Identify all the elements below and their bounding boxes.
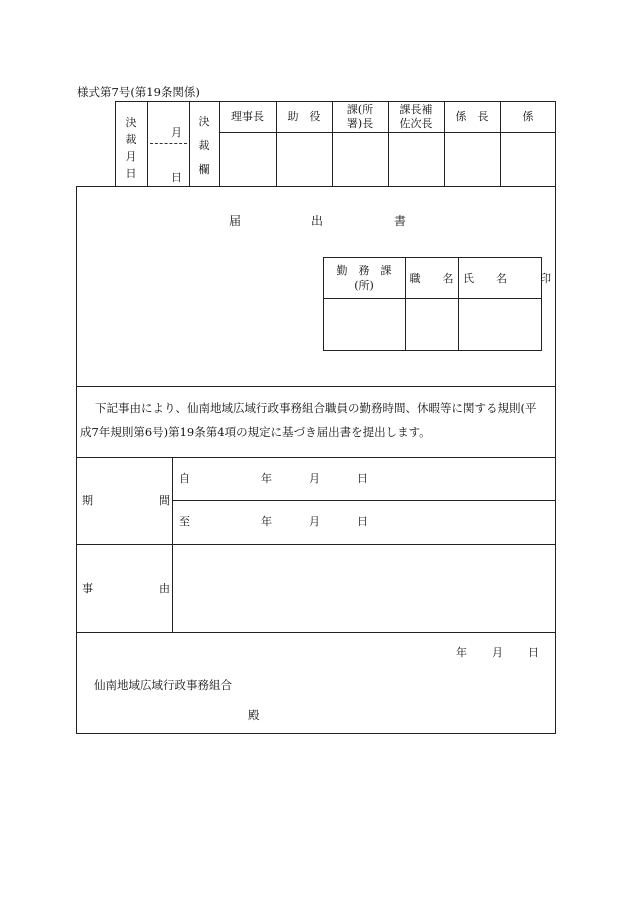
statement-line-2: 成7年規則第6号)第19条第4項の規定に基づき届出書を提出します。	[80, 425, 431, 439]
form-number: 様式第7号(第19条関係)	[77, 85, 200, 99]
period-from-year: 年	[261, 472, 272, 485]
approval-date-label: 決 裁 月 日	[125, 116, 137, 180]
period-to-row[interactable]	[173, 501, 555, 544]
submission-year: 年	[456, 646, 467, 659]
period-to-label: 至	[179, 515, 190, 528]
period-from-label: 自	[179, 472, 190, 485]
title-char-1: 届	[229, 214, 242, 228]
applicant-section-header-line1: 勤 務 課	[336, 264, 392, 277]
applicant-name-field[interactable]	[459, 299, 541, 350]
form-top-border	[76, 186, 556, 187]
form-right-border	[555, 101, 556, 734]
submission-top-border	[76, 632, 556, 633]
period-to-month: 月	[309, 515, 320, 528]
addressee-organization: 仙南地域広域行政事務組合	[94, 678, 232, 692]
role-assistant-chief-line1: 課長補	[399, 103, 433, 116]
approval-month-label: 月	[171, 126, 182, 139]
form-bottom-border	[76, 733, 556, 734]
submission-month: 月	[492, 646, 503, 659]
approval-column-label: 決 裁 欄	[198, 115, 210, 176]
applicant-name-seal-header: 氏 名 印	[463, 272, 551, 285]
title-char-3: 書	[394, 214, 407, 228]
applicant-section-header-line2: (所)	[354, 279, 374, 292]
approval-divider	[147, 101, 148, 186]
applicant-position-header: 職 名	[409, 272, 454, 285]
role-section-chief-line2: 署)長	[346, 117, 374, 130]
period-from-day: 日	[357, 472, 368, 485]
form-left-border	[76, 186, 77, 734]
statement-line-1: 下記事由により、仙南地域広域行政事務組合職員の勤務時間、休暇等に関する規則(平	[95, 401, 537, 415]
period-to-day: 日	[357, 515, 368, 528]
period-from-month: 月	[309, 472, 320, 485]
applicant-table-bottom	[323, 350, 542, 351]
title-char-2: 出	[311, 214, 324, 228]
role-section-chief-line1: 課(所	[346, 103, 374, 116]
approval-top-border	[115, 101, 556, 102]
approval-divider	[189, 101, 190, 186]
applicant-position-field[interactable]	[406, 299, 458, 350]
role-staff: 係	[522, 110, 534, 123]
applicant-section-field[interactable]	[324, 299, 405, 350]
month-day-dashed-divider	[150, 143, 187, 144]
role-assistant-chief-line2: 佐次長	[399, 117, 433, 130]
period-label: 期 間	[82, 494, 170, 507]
role-subsection-chief: 係 長	[455, 110, 489, 123]
role-deputy: 助 役	[287, 110, 321, 123]
role-chairman: 理事長	[231, 110, 264, 123]
applicant-table-top	[323, 257, 542, 258]
period-from-row[interactable]	[173, 458, 555, 500]
period-to-year: 年	[261, 515, 272, 528]
submission-day: 日	[528, 646, 539, 659]
approval-left-border	[115, 101, 116, 186]
addressee-honorific: 殿	[248, 708, 260, 722]
reason-label: 事 由	[82, 582, 170, 595]
statement-top-border	[76, 386, 556, 387]
approval-day-label: 日	[171, 171, 182, 184]
reason-field[interactable]	[173, 545, 555, 632]
